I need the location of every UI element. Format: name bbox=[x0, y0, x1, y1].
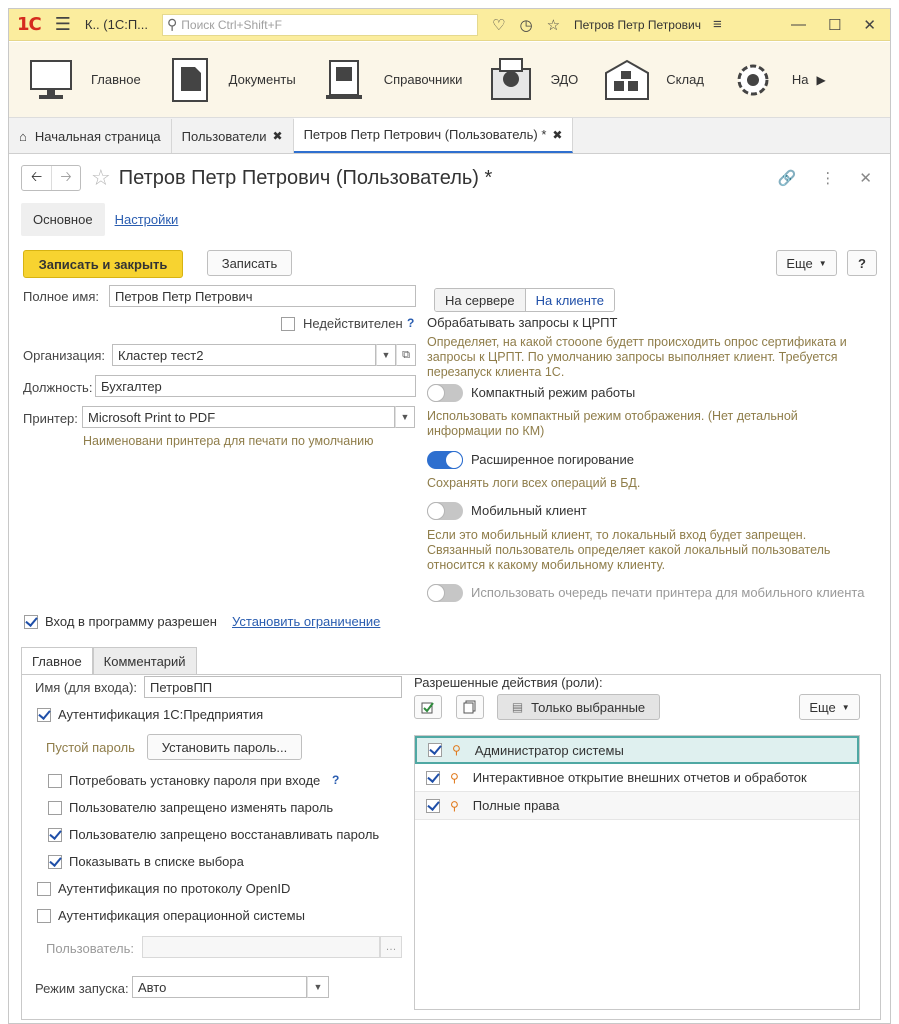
inner-tab-comment[interactable]: Комментарий bbox=[93, 647, 197, 674]
tab-user-card-label: Петров Петр Петрович (Пользователь) * bbox=[303, 127, 547, 142]
no-change-password-label: Пользователю запрещено изменять пароль bbox=[69, 800, 334, 815]
printer-input[interactable]: Microsoft Print to PDF bbox=[82, 406, 395, 428]
settings-gear-icon bbox=[728, 55, 778, 105]
search-icon: ⚲ bbox=[167, 16, 178, 32]
segment-server-button[interactable]: На сервере bbox=[435, 289, 526, 311]
invalid-checkbox[interactable] bbox=[281, 317, 295, 331]
require-password-checkbox[interactable] bbox=[48, 774, 62, 788]
printer-dropdown-icon[interactable]: ▼ bbox=[395, 406, 415, 428]
more-button[interactable] bbox=[776, 250, 837, 276]
org-label: Организация: bbox=[23, 348, 106, 363]
mobile-label: Мобильный клиент bbox=[471, 503, 587, 518]
no-change-password-checkbox[interactable] bbox=[48, 801, 62, 815]
role-checkbox[interactable] bbox=[426, 771, 440, 785]
list-icon: ▤ bbox=[511, 700, 524, 714]
openid-label: Аутентификация по протоколу OpenID bbox=[58, 881, 291, 896]
favorite-star-icon[interactable]: ☆ bbox=[91, 165, 111, 190]
show-in-list-label: Показывать в списке выбора bbox=[69, 854, 244, 869]
home-icon: ⌂ bbox=[19, 128, 27, 144]
full-name-input[interactable]: Петров Петр Петрович bbox=[109, 285, 416, 307]
os-user-label: Пользователь: bbox=[46, 941, 134, 956]
segment-client-button[interactable]: На клиенте bbox=[526, 289, 614, 311]
no-restore-password-label: Пользователю запрещено восстанавливать пароль bbox=[69, 827, 380, 842]
position-input[interactable]: Бухгалтер bbox=[95, 375, 416, 397]
more-button-label: Еще bbox=[786, 255, 813, 271]
compact-label: Компактный режим работы bbox=[471, 385, 636, 400]
os-auth-label: Аутентификация операционной системы bbox=[58, 908, 305, 923]
form-header-tools bbox=[778, 169, 872, 187]
minimize-icon[interactable]: — bbox=[790, 15, 806, 33]
section-main-label: Главное bbox=[91, 72, 141, 87]
logging-toggle[interactable] bbox=[427, 451, 463, 469]
launch-mode-dropdown-icon[interactable]: ▼ bbox=[307, 976, 329, 998]
require-password-help-icon[interactable]: ? bbox=[332, 773, 340, 787]
logging-hint: Сохранять логи всех операций в БД. bbox=[427, 476, 641, 490]
only-selected-label: Только выбранные bbox=[531, 699, 646, 715]
os-user-input[interactable] bbox=[142, 936, 380, 958]
compact-hint: Использовать компактный режим отображения. (Нет детальной информации по КМ) bbox=[427, 409, 798, 438]
document-icon bbox=[165, 55, 215, 105]
no-restore-password-checkbox[interactable] bbox=[48, 828, 62, 842]
tab-users-label: Пользователи bbox=[181, 128, 267, 144]
global-search-input[interactable] bbox=[162, 14, 478, 36]
chevron-down-icon: ▼ bbox=[841, 702, 850, 712]
auth1c-label: Аутентификация 1С:Предприятия bbox=[58, 707, 264, 722]
search-placeholder: Поиск Ctrl+Shift+F bbox=[181, 17, 282, 32]
title-bar bbox=[9, 9, 890, 41]
login-input[interactable]: ПетровПП bbox=[144, 676, 402, 698]
launch-mode-input[interactable]: Авто bbox=[132, 976, 307, 998]
section-references[interactable] bbox=[306, 42, 463, 117]
close-window-icon[interactable]: ✕ bbox=[863, 16, 876, 34]
forward-arrow-icon[interactable]: 🡢 bbox=[51, 166, 80, 190]
settings-menu-icon[interactable]: ≡ bbox=[712, 16, 722, 33]
form-header bbox=[9, 154, 890, 202]
role-label: Интерактивное открытие внешних отчетов и обработок bbox=[472, 770, 807, 785]
role-checkbox[interactable] bbox=[428, 743, 442, 757]
sections-scroll-right-icon[interactable]: ▶ bbox=[816, 72, 826, 87]
titlebar-tools bbox=[492, 16, 560, 34]
app-window bbox=[8, 8, 891, 1024]
section-edo[interactable] bbox=[472, 42, 578, 117]
set-restriction-link[interactable]: Установить ограничение bbox=[232, 614, 381, 629]
os-auth-checkbox[interactable] bbox=[37, 909, 51, 923]
section-settings[interactable] bbox=[714, 42, 809, 117]
warehouse-icon bbox=[602, 55, 652, 105]
inner-tabs bbox=[21, 647, 197, 674]
key-icon: ⚲ bbox=[452, 743, 461, 757]
nav-buttons bbox=[21, 165, 81, 191]
print-queue-toggle[interactable] bbox=[427, 584, 463, 602]
link-icon[interactable]: 🔗 bbox=[777, 170, 797, 187]
org-input[interactable]: Кластер тест2 bbox=[112, 344, 376, 366]
section-edo-label: ЭДО bbox=[550, 72, 579, 87]
require-password-label: Потребовать установку пароля при входе bbox=[69, 773, 321, 788]
printer-label: Принтер: bbox=[23, 411, 78, 426]
roles-more-button[interactable] bbox=[799, 694, 860, 720]
back-arrow-icon[interactable]: 🡠 bbox=[30, 168, 43, 184]
crpt-segment bbox=[434, 288, 615, 312]
set-password-button[interactable]: Установить пароль... bbox=[147, 734, 302, 760]
section-settings-label: На bbox=[791, 72, 809, 87]
login-label: Имя (для входа): bbox=[35, 680, 138, 695]
list-item[interactable] bbox=[415, 736, 859, 764]
logging-label: Расширенное погирование bbox=[471, 452, 634, 467]
reference-book-icon bbox=[320, 55, 370, 105]
uncheck-all-icon[interactable] bbox=[456, 695, 484, 719]
section-documents[interactable] bbox=[151, 42, 296, 117]
main-menu-icon[interactable]: ☰ bbox=[54, 14, 71, 34]
section-warehouse-label: Склад bbox=[666, 72, 704, 87]
tab-home-label: Начальная страница bbox=[34, 128, 161, 144]
section-warehouse[interactable] bbox=[588, 42, 704, 117]
sections-panel bbox=[9, 42, 890, 118]
save-close-button[interactable]: Записать и закрыть bbox=[23, 250, 183, 278]
openid-checkbox[interactable] bbox=[37, 882, 51, 896]
key-icon: ⚲ bbox=[450, 798, 459, 813]
org-dropdown-icon[interactable]: ▼ bbox=[376, 344, 396, 366]
maximize-icon[interactable]: ☐ bbox=[827, 16, 842, 34]
position-label: Должность: bbox=[23, 380, 93, 395]
key-icon: ⚲ bbox=[450, 770, 459, 785]
crpt-hint: Определяет, на какой стооone будетт происходить опрос сертификата и запросы к ЦРПТ. По умолчанию запросы выполняет клиент. Требуется перезапуск клиента 1С. bbox=[427, 335, 847, 379]
section-references-label: Справочники bbox=[383, 72, 463, 87]
print-queue-label: Использовать очередь печати принтера для мобильного клиента bbox=[471, 585, 865, 600]
list-item[interactable] bbox=[415, 764, 859, 792]
page-title: Петров Петр Петрович (Пользователь) * bbox=[118, 166, 493, 189]
role-checkbox[interactable] bbox=[426, 799, 440, 813]
printer-hint: Наименовани принтера для печати по умолчанию bbox=[83, 434, 374, 448]
more-vertical-icon[interactable]: ⋮ bbox=[820, 170, 836, 187]
mobile-hint: Если это мобильный клиент, то локальный вход будет запрещен. Связанный пользователь определяет какой локальный пользователь относится к какому мобильному клиенту. bbox=[427, 528, 831, 572]
check-all-icon[interactable] bbox=[414, 695, 442, 719]
inner-tab-main[interactable]: Главное bbox=[21, 647, 93, 675]
invalid-label: Недействителен bbox=[303, 316, 403, 331]
role-label: Полные права bbox=[472, 798, 560, 813]
empty-password-label: Пустой пароль bbox=[46, 740, 135, 755]
tab-users[interactable] bbox=[172, 119, 294, 153]
form-subnav bbox=[21, 202, 178, 236]
mobile-toggle[interactable] bbox=[427, 502, 463, 520]
history-icon[interactable]: ◷ bbox=[519, 16, 533, 34]
show-in-list-checkbox[interactable] bbox=[48, 855, 62, 869]
app-logo: 1С bbox=[17, 14, 41, 35]
roles-more-label: Еще bbox=[809, 699, 836, 715]
roles-list bbox=[414, 735, 860, 1010]
crpt-title: Обрабатывать запросы к ЦРПТ bbox=[427, 315, 618, 330]
list-item[interactable] bbox=[415, 792, 859, 820]
close-form-icon[interactable]: ✕ bbox=[859, 170, 872, 187]
roles-title: Разрешенные действия (роли): bbox=[414, 675, 603, 690]
bell-icon[interactable]: ♡ bbox=[492, 16, 506, 34]
save-button[interactable]: Записать bbox=[207, 250, 292, 276]
launch-mode-label: Режим запуска: bbox=[35, 981, 129, 996]
tab-home[interactable] bbox=[9, 119, 172, 153]
only-selected-button[interactable] bbox=[497, 694, 660, 720]
current-user[interactable]: Петров Петр Петрович bbox=[574, 17, 701, 32]
app-title: К.. (1С:П... bbox=[84, 17, 149, 32]
section-main[interactable] bbox=[13, 42, 141, 117]
monitor-icon bbox=[27, 55, 77, 105]
login-allowed-checkbox[interactable] bbox=[24, 615, 38, 629]
help-button[interactable]: ? bbox=[847, 250, 877, 276]
command-bar bbox=[21, 250, 881, 278]
edo-icon bbox=[486, 55, 536, 105]
chevron-down-icon: ▼ bbox=[818, 258, 827, 268]
open-windows-bar bbox=[9, 118, 890, 154]
role-label: Администратор системы bbox=[474, 742, 624, 758]
window-controls bbox=[791, 16, 876, 34]
subnav-settings-link[interactable]: Настройки bbox=[114, 211, 179, 227]
compact-toggle[interactable] bbox=[427, 384, 463, 402]
tab-user-card[interactable] bbox=[294, 118, 574, 153]
org-open-icon[interactable]: ⧉ bbox=[396, 344, 416, 366]
auth1c-checkbox[interactable] bbox=[37, 708, 51, 722]
login-allowed-label: Вход в программу разрешен bbox=[45, 614, 217, 629]
full-name-label: Полное имя: bbox=[23, 289, 99, 304]
favorites-star-icon[interactable]: ☆ bbox=[546, 16, 561, 34]
section-documents-label: Документы bbox=[228, 72, 296, 87]
close-tab-icon[interactable]: ✖ bbox=[552, 127, 563, 142]
os-user-select-icon[interactable]: … bbox=[380, 936, 402, 958]
subnav-main[interactable]: Основное bbox=[21, 203, 105, 236]
close-tab-icon[interactable]: ✖ bbox=[272, 129, 283, 143]
invalid-help-icon[interactable]: ? bbox=[407, 316, 415, 330]
